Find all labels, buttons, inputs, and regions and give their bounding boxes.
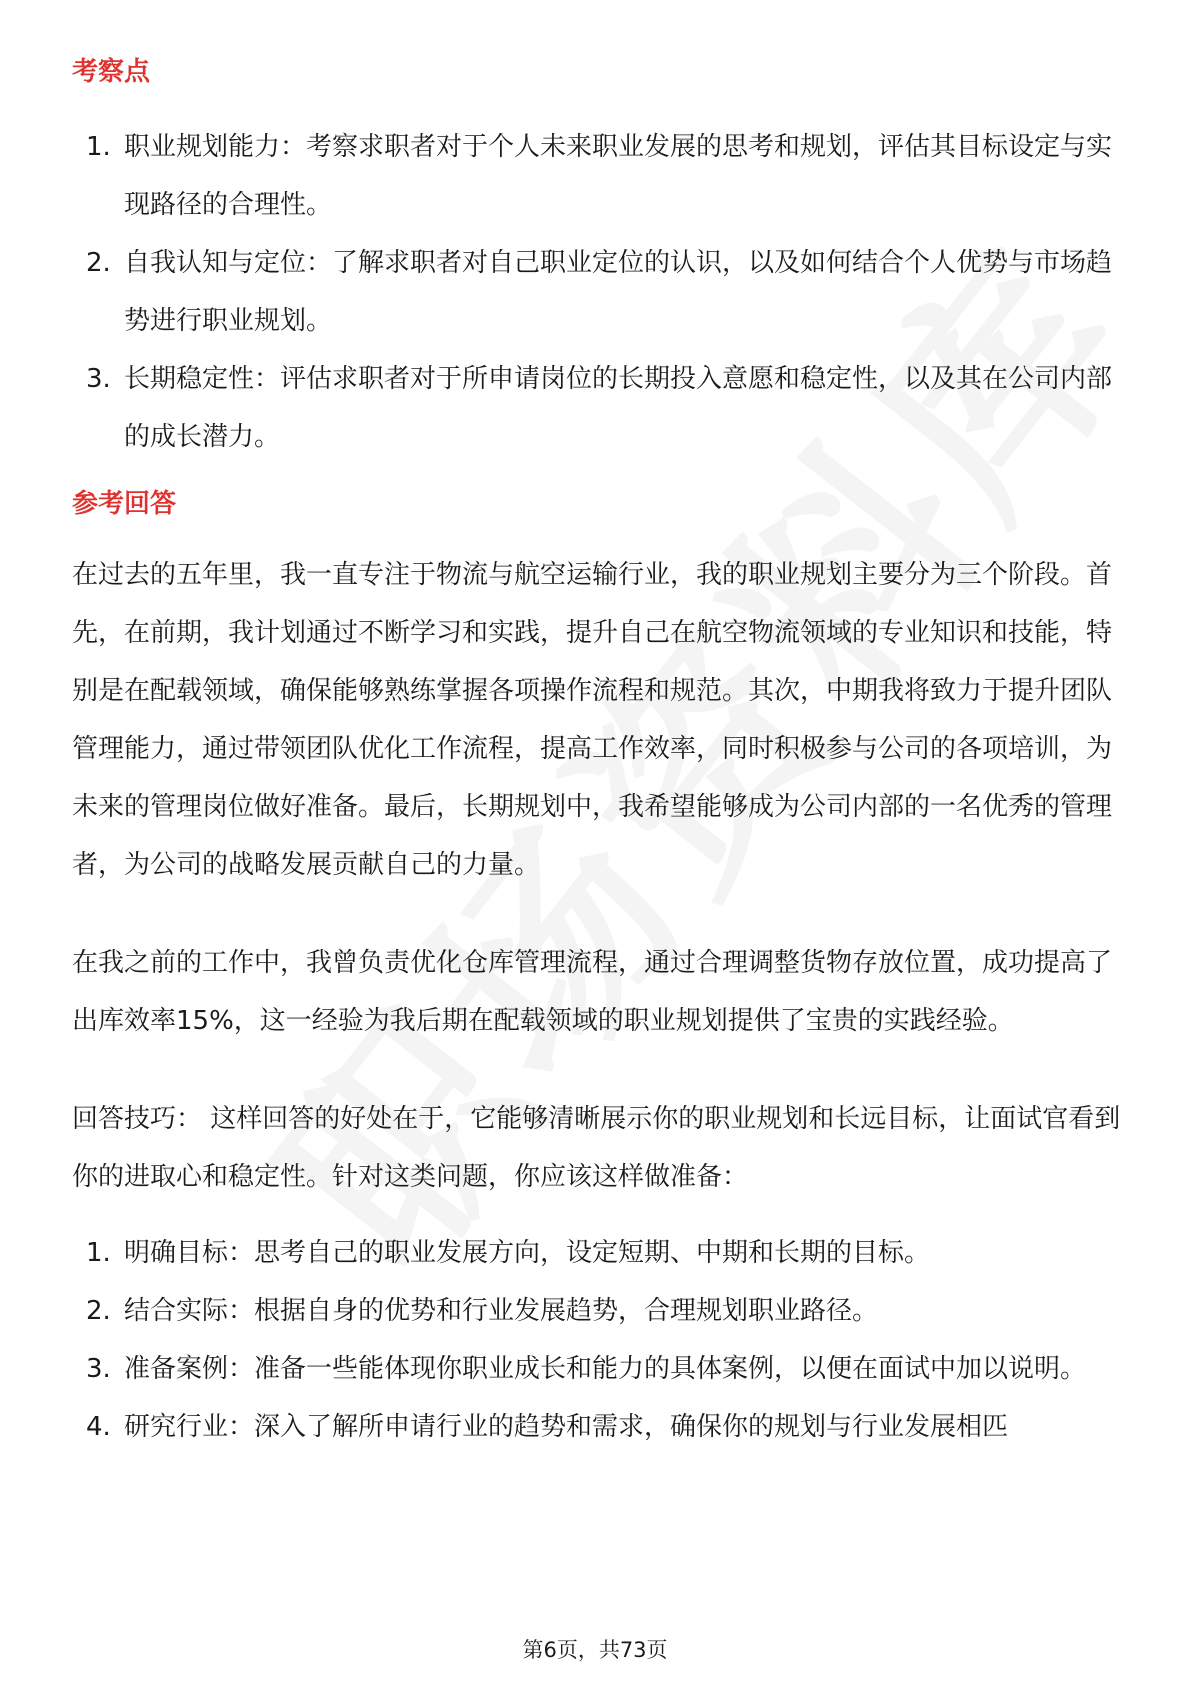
list-item	[72, 350, 1122, 466]
list-number: 2.	[86, 248, 111, 278]
section-heading-assessment: 考察点	[72, 57, 151, 87]
section-heading-reference-answer: 参考回答	[72, 489, 177, 519]
list-number: 3.	[86, 364, 111, 394]
list-number: 1.	[86, 1238, 111, 1268]
list-item	[72, 1398, 1122, 1456]
list-number: 1.	[86, 132, 111, 162]
list-number: 4.	[86, 1412, 111, 1442]
list-text: 准备案例：准备一些能体现你职业成长和能力的具体案例，以便在面试中加以说明。	[124, 1354, 1087, 1384]
list-text: 自我认知与定位：了解求职者对自己职业定位的认识，以及如何结合个人优势与市场趋势进行职业规划。	[124, 248, 1113, 336]
list-item	[72, 234, 1122, 350]
page-footer: 第6页，共73页	[522, 1638, 668, 1662]
list-text: 结合实际：根据自身的优势和行业发展趋势，合理规划职业路径。	[124, 1296, 879, 1326]
list-text: 职业规划能力：考察求职者对于个人未来职业发展的思考和规划，评估其目标设定与实现路径的合理性。	[124, 132, 1113, 220]
tips-list	[72, 1224, 1122, 1456]
list-number: 2.	[86, 1296, 111, 1326]
list-number: 3.	[86, 1354, 111, 1384]
list-item	[72, 1224, 1122, 1282]
tips-intro-paragraph: 回答技巧： 这样回答的好处在于，它能够清晰展示你的职业规划和长远目标，让面试官看到你的进取心和稳定性。针对这类问题，你应该这样做准备：	[72, 1104, 1121, 1192]
answer-paragraph: 在过去的五年里，我一直专注于物流与航空运输行业，我的职业规划主要分为三个阶段。首先，在前期，我计划通过不断学习和实践，提升自己在航空物流领域的专业知识和技能，特别是在配载领域，确保能够熟练掌握各项操作流程和规范。其次，中期我将致力于提升团队管理能力，通过带领团队优化工作流程，提高工作效率，同时积极参与公司的各项培训，为未来的管理岗位做好准备。最后，长期规划中，我希望能够成为公司内部的一名优秀的管理者，为公司的战略发展贡献自己的力量。	[72, 560, 1113, 880]
list-item	[72, 1282, 1122, 1340]
list-item	[72, 118, 1122, 234]
list-item	[72, 1340, 1122, 1398]
list-text: 研究行业：深入了解所申请行业的趋势和需求，确保你的规划与行业发展相匹	[124, 1412, 1009, 1442]
document-page	[72, 48, 1122, 1456]
list-text: 长期稳定性：评估求职者对于所申请岗位的长期投入意愿和稳定性，以及其在公司内部的成长潜力。	[124, 364, 1113, 452]
experience-paragraph: 在我之前的工作中，我曾负责优化仓库管理流程，通过合理调整货物存放位置，成功提高了出库效率15%，这一经验为我后期在配载领域的职业规划提供了宝贵的实践经验。	[72, 948, 1113, 1036]
assessment-list	[72, 118, 1122, 466]
list-text: 明确目标：思考自己的职业发展方向，设定短期、中期和长期的目标。	[124, 1238, 931, 1268]
